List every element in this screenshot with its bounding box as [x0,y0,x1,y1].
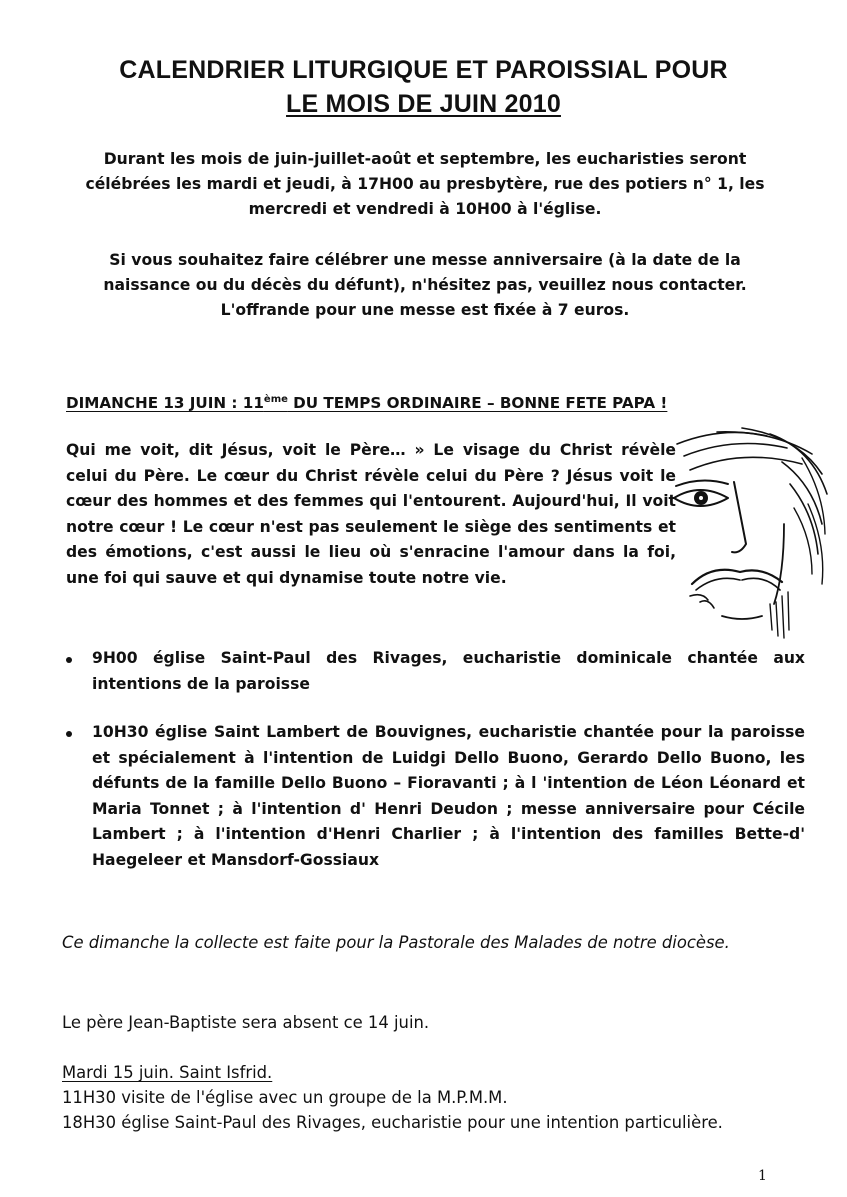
sunday-mass-list-1 [60,646,805,697]
sunday-reflection-text: Qui me voit, dit Jésus, voit le Père… » Le visage du Christ révèle celui du Père. Le cœur du Christ révèle celui du Père ? Jésus voit le cœur des hommes et des femmes qui l'entourent. Aujourd'hui, Il voit notre cœur ! Le cœur n'est pas seulement le siège des sentiments et des émotions, c'est aussi le lieu où s'enracine l'amour dans la foi, une foi qui sauve et qui dynamise toute notre vie. [66,441,676,587]
list-item [60,646,805,697]
page-number: 1 [758,1168,767,1184]
sunday-mass-list-2 [60,720,805,873]
sunday-heading-suffix: DU TEMPS ORDINAIRE – BONNE FETE PAPA ! [287,394,668,412]
intro-paragraph-anniversary-mass: Si vous souhaitez faire célébrer une messe anniversaire (à la date de la naissance ou du décès du défunt), n'hésitez pas, veuillez nous contacter. L'offrande pour une messe est fixée à 7 euros. [103,251,747,319]
tuesday-mass-line: 18H30 église Saint-Paul des Rivages, eucharistie pour une intention particulière. [62,1113,723,1132]
sunday-heading-ordinal: ème [263,393,288,405]
christ-face-icon [662,424,832,644]
document-title-line2: LE MOIS DE JUIN 2010 [286,90,561,118]
bullet-icon [66,731,72,737]
tuesday-visit-line: 11H30 visite de l'église avec un groupe de la M.P.M.M. [62,1088,508,1107]
bullet-icon [66,657,72,663]
absence-note: Le père Jean-Baptiste sera absent ce 14 juin. [62,1013,430,1032]
mass-entry-text: 9H00 église Saint-Paul des Rivages, eucharistie dominicale chantée aux intentions de la paroisse [92,649,805,693]
sunday-heading [66,394,786,412]
mass-entry-text: 10H30 église Saint Lambert de Bouvignes, eucharistie chantée pour la paroisse et spécialement à l'intention de Luidgi Dello Buono, Gerardo Dello Buono, les défunts de la famille Dello Buono – Fioravanti ; à l 'intention de Léon Léonard et Maria Tonnet ; à l'intention d' Henri Deudon ; messe anniversaire pour Cécile Lambert ; à l'intention d'Henri Charlier ; à l'intention des familles Bette-d' Haegeleer et Mansdorf-Gossiaux [92,723,805,869]
document-title-line1: CALENDRIER LITURGIQUE ET PAROISSIAL POUR [119,56,728,84]
collecte-note: Ce dimanche la collecte est faite pour la Pastorale des Malades de notre diocèse. [62,933,730,952]
intro-paragraph-schedule: Durant les mois de juin-juillet-août et septembre, les eucharisties seront célébrées les mardi et jeudi, à 17H00 au presbytère, rue des potiers n° 1, les mercredi et vendredi à 10H00 à l'église. [85,150,765,218]
tuesday-heading: Mardi 15 juin. Saint Isfrid. [62,1063,273,1082]
sunday-heading-prefix: DIMANCHE 13 JUIN : 11 [66,394,264,412]
list-item [60,720,805,873]
